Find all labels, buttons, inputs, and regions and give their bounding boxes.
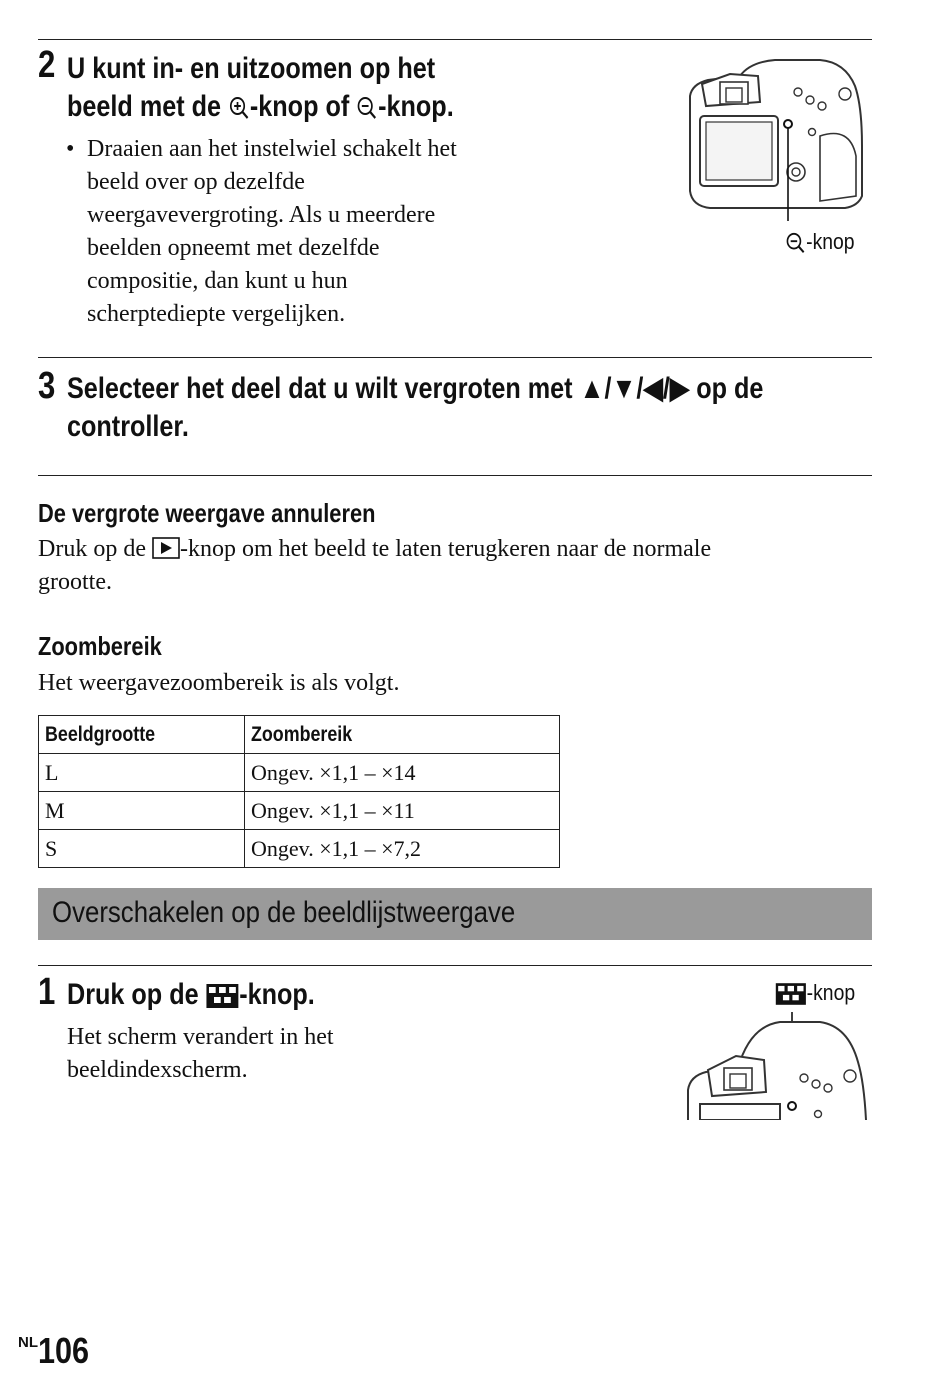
- step-2-heading-suffix: -knop.: [378, 90, 454, 123]
- playback-icon: [152, 537, 180, 559]
- cancel-section-title: De vergrote weergave annuleren: [38, 498, 376, 528]
- table-cell: M: [39, 792, 245, 830]
- step-1-heading: [67, 976, 315, 1014]
- step-2-heading-line1: U kunt in- en uitzoomen op het: [67, 52, 436, 85]
- camera-back-illustration-partial: [680, 1012, 870, 1120]
- step-3-number: 3: [38, 365, 56, 407]
- index-button-label: -knop: [806, 980, 856, 1005]
- zoom-out-icon: [785, 231, 806, 255]
- cancel-body-prefix: Druk op de: [38, 536, 152, 562]
- step-2-body-line: beeld over op dezelfde: [87, 169, 305, 195]
- top-rule: [38, 39, 872, 40]
- zoom-in-icon: [228, 95, 250, 121]
- table-cell: L: [39, 754, 245, 792]
- zoom-out-button-callout: [785, 229, 855, 255]
- step-2-bullet: •: [66, 136, 75, 162]
- table-header-text: Beeldgrootte: [45, 722, 156, 746]
- zoom-out-icon: [356, 95, 378, 121]
- step-3-rule: [38, 357, 872, 358]
- table-cell: Ongev. ×1,1 – ×14: [245, 754, 560, 792]
- step-2-heading-line2: [67, 88, 454, 126]
- zoom-range-table: [38, 715, 560, 868]
- footer-lang: NL: [18, 1334, 38, 1351]
- step-2-body: [87, 133, 457, 331]
- step-2-heading-mid: -knop of: [249, 90, 357, 123]
- table-header-cell: [245, 716, 560, 754]
- index-button-callout: [775, 980, 855, 1006]
- step-1-number: 1: [38, 971, 56, 1013]
- cancel-section-body-line: [38, 533, 872, 566]
- section-banner-title: Overschakelen op de beeldlijstweergave: [52, 896, 516, 929]
- cancel-body-suffix: -knop om het beeld te laten terugkeren naar de normale: [179, 536, 712, 562]
- step-1-body: [67, 1021, 334, 1087]
- cancel-section-body-line: grootte.: [38, 569, 112, 595]
- table-cell: Ongev. ×1,1 – ×7,2: [245, 830, 560, 868]
- table-row: [39, 792, 560, 830]
- table-header-cell: [39, 716, 245, 754]
- step-1-heading-prefix: Druk op de: [67, 978, 206, 1011]
- zoom-section-title: Zoombereik: [38, 631, 162, 661]
- step-2-body-line: Draaien aan het instelwiel schakelt het: [87, 136, 457, 162]
- cancel-section-body: [38, 533, 872, 599]
- step-2-body-line: compositie, dan kunt u hun: [87, 268, 348, 294]
- zoom-section-intro: Het weergavezoombereik is als volgt.: [38, 670, 400, 696]
- table-cell: S: [39, 830, 245, 868]
- step-1-heading-suffix: -knop.: [239, 978, 315, 1011]
- table-header-row: [39, 716, 560, 754]
- step-2-body-line: scherptediepte vergelijken.: [87, 301, 346, 327]
- step-2-heading-prefix: beeld met de: [67, 90, 229, 123]
- step-2-body-line: beelden opneemt met dezelfde: [87, 235, 380, 261]
- section-banner: [38, 888, 872, 940]
- index-grid-icon: [775, 982, 807, 1006]
- page-number: 106: [38, 1330, 90, 1371]
- step-2-body-line: weergavevergroting. Als u meerdere: [87, 202, 436, 228]
- camera-back-illustration: [680, 56, 870, 221]
- step-1-rule: [38, 965, 872, 966]
- table-cell: Ongev. ×1,1 – ×11: [245, 792, 560, 830]
- step-2-number: 2: [38, 44, 56, 86]
- table-header-text: Zoombereik: [251, 722, 353, 746]
- page-footer: [18, 1330, 98, 1372]
- step-3-heading-line2: controller.: [67, 410, 189, 443]
- table-row: [39, 830, 560, 868]
- table-row: [39, 754, 560, 792]
- zoom-out-button-label: -knop: [806, 229, 855, 254]
- step-1-body-line: Het scherm verandert in het: [67, 1024, 334, 1050]
- index-grid-icon: [206, 983, 240, 1009]
- section-rule: [38, 475, 872, 476]
- step-1-body-line: beeldindexscherm.: [67, 1057, 248, 1083]
- step-3-heading-line1: Selecteer het deel dat u wilt vergroten met ▲/▼/◀/▶ op de: [67, 372, 764, 405]
